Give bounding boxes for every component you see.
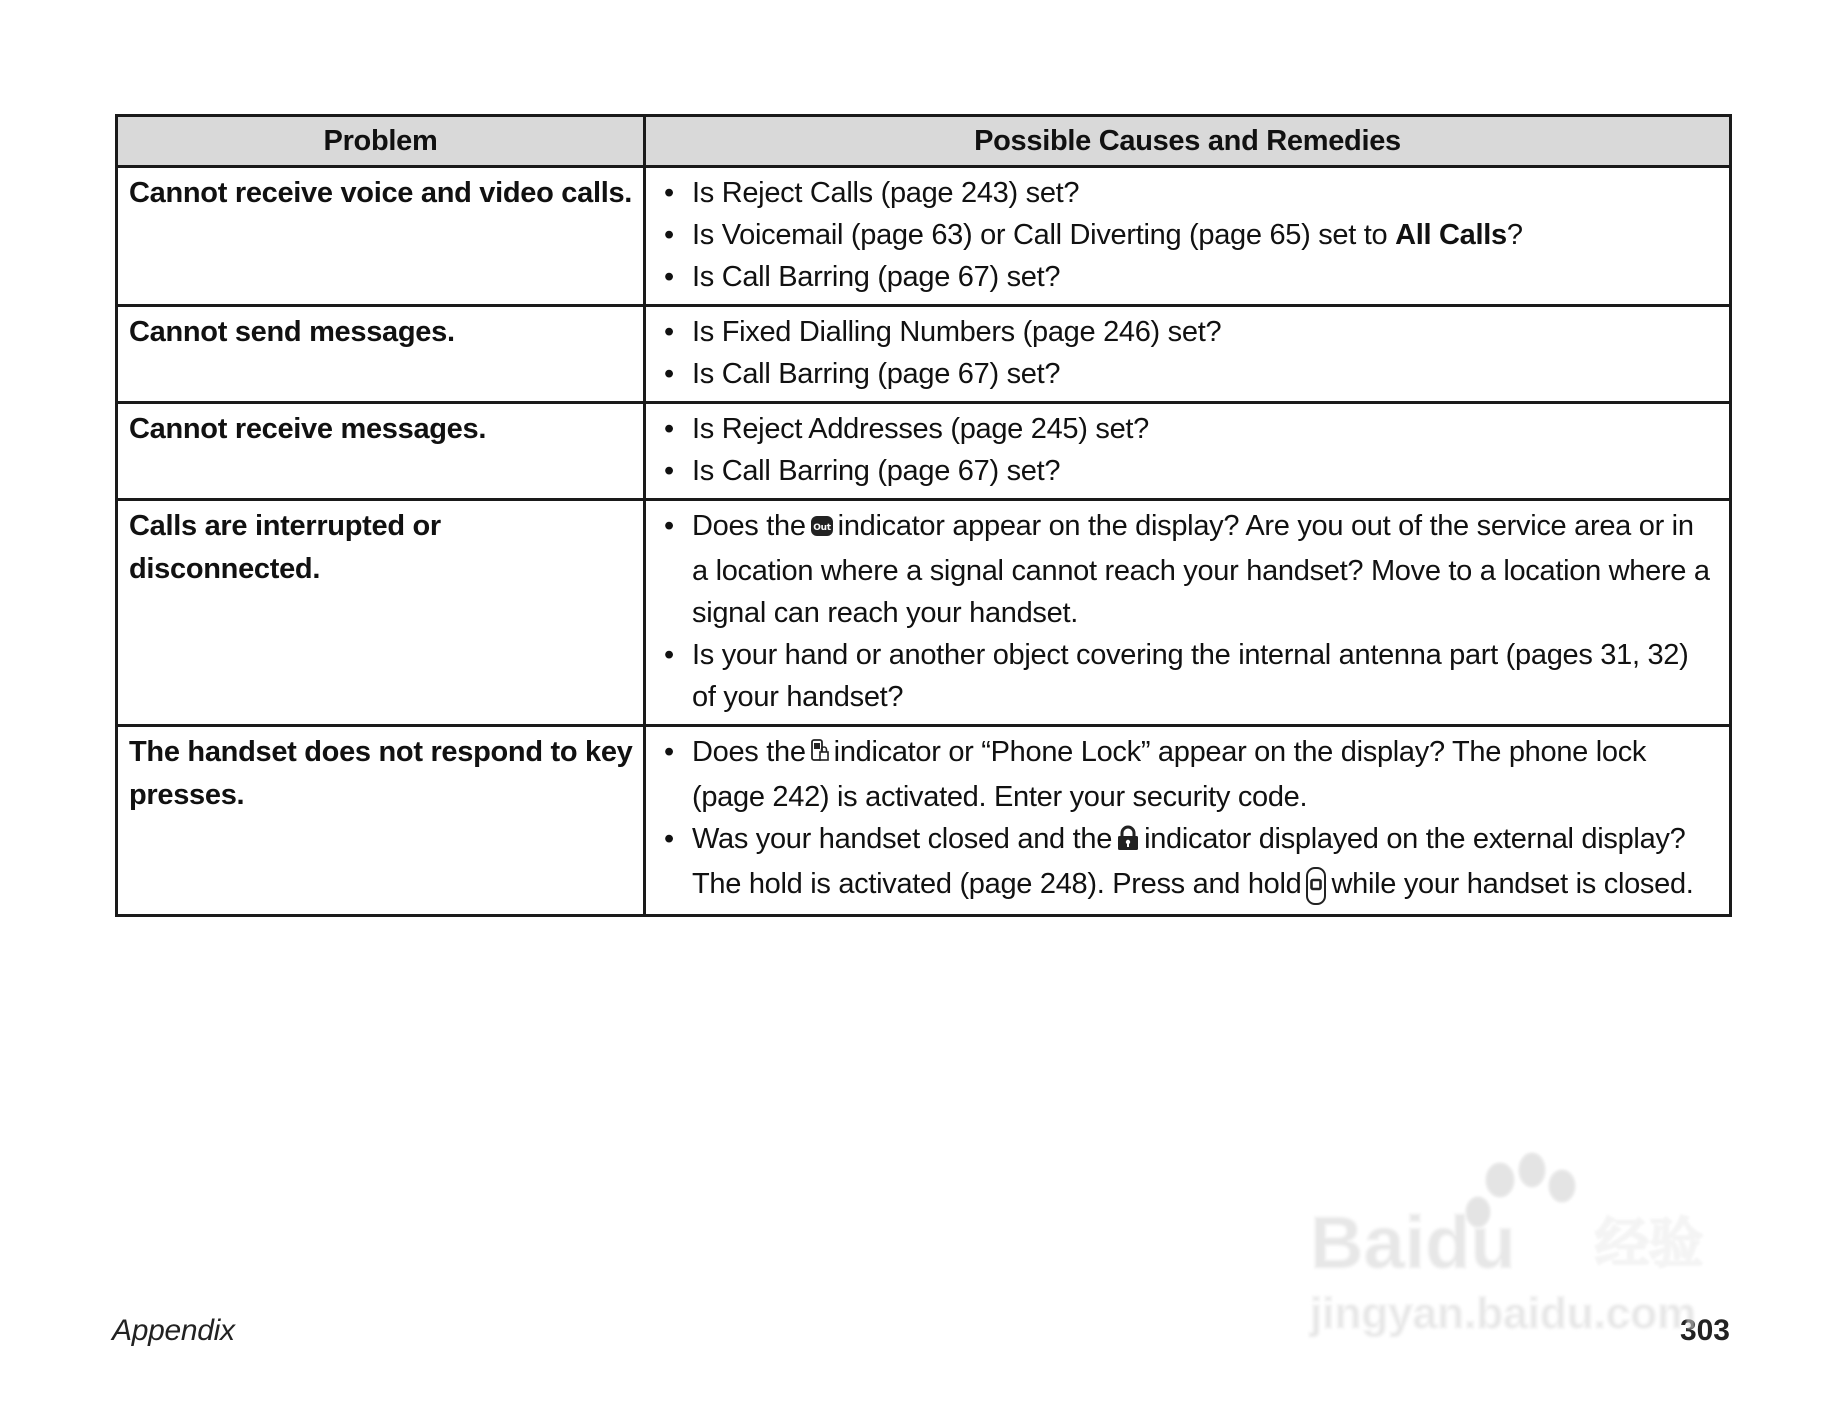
remedy-item: • Is Fixed Dialling Numbers (page 246) set? [664, 316, 1222, 348]
table-row [117, 167, 1731, 306]
remedy-item: • Is Reject Calls (page 243) set? [664, 177, 1080, 209]
svg-text:Baidu: Baidu [1310, 1201, 1516, 1284]
remedy-item: • Is Call Barring (page 67) set? [664, 358, 1061, 390]
remedy-item: • Does the indicator or “Phone Lock” appear on the display? The phone lock (page 242) is activated. Enter your security code. [664, 736, 1647, 813]
svg-text:经验: 经验 [1595, 1212, 1703, 1275]
footer-section-label: Appendix [112, 1314, 235, 1347]
remedy-item: • Is your hand or another object covering the internal antenna part (pages 31, 32) of your handset? [664, 639, 1689, 713]
phone-lock-icon [810, 734, 830, 776]
table-header-row [117, 116, 1731, 167]
padlock-icon [1116, 821, 1140, 863]
remedy-item: • Is Voicemail (page 63) or Call Diverting (page 65) set to All Calls? [664, 219, 1523, 251]
table-row [117, 726, 1731, 916]
svg-text:jingyan.baidu.com: jingyan.baidu.com [1310, 1289, 1697, 1338]
baidu-watermark-logo [1300, 1150, 1730, 1350]
svg-text:Out: Out [812, 523, 831, 533]
remedy-item: • Does the Out indicator appear on the display? Are you out of the service area or in a location where a signal cannot reach your handset? Move to a location where a signal can reach your handset. [664, 510, 1710, 629]
out-of-service-icon [810, 508, 834, 550]
troubleshooting-table [115, 114, 1732, 917]
page-number: 303 [1679, 1314, 1730, 1347]
remedies-cell [645, 306, 1731, 403]
remedy-item: • Was your handset closed and the indicator displayed on the external display? The hold is activated (page 248). Press and hold while your handset is closed. [656, 818, 1715, 908]
remedy-item: • Is Call Barring (page 67) set? [664, 455, 1061, 487]
remedies-cell [645, 726, 1731, 916]
header-remedies: Possible Causes and Remedies [645, 116, 1731, 167]
table-row [117, 500, 1731, 726]
remedies-cell [645, 403, 1731, 500]
side-key-icon [1305, 866, 1327, 908]
header-problem: Problem [117, 116, 645, 167]
problem-cell: Cannot receive messages. [117, 403, 645, 500]
problem-cell: Calls are interrupted or disconnected. [117, 500, 645, 726]
remedies-cell [645, 167, 1731, 306]
table-row [117, 403, 1731, 500]
problem-cell: Cannot send messages. [117, 306, 645, 403]
problem-cell: The handset does not respond to key presses. [117, 726, 645, 916]
table-row [117, 306, 1731, 403]
problem-cell: Cannot receive voice and video calls. [117, 167, 645, 306]
remedies-cell [645, 500, 1731, 726]
remedy-item: • Is Reject Addresses (page 245) set? [664, 413, 1149, 445]
remedy-item: • Is Call Barring (page 67) set? [664, 261, 1061, 293]
all-calls-option: All Calls [1395, 219, 1507, 251]
